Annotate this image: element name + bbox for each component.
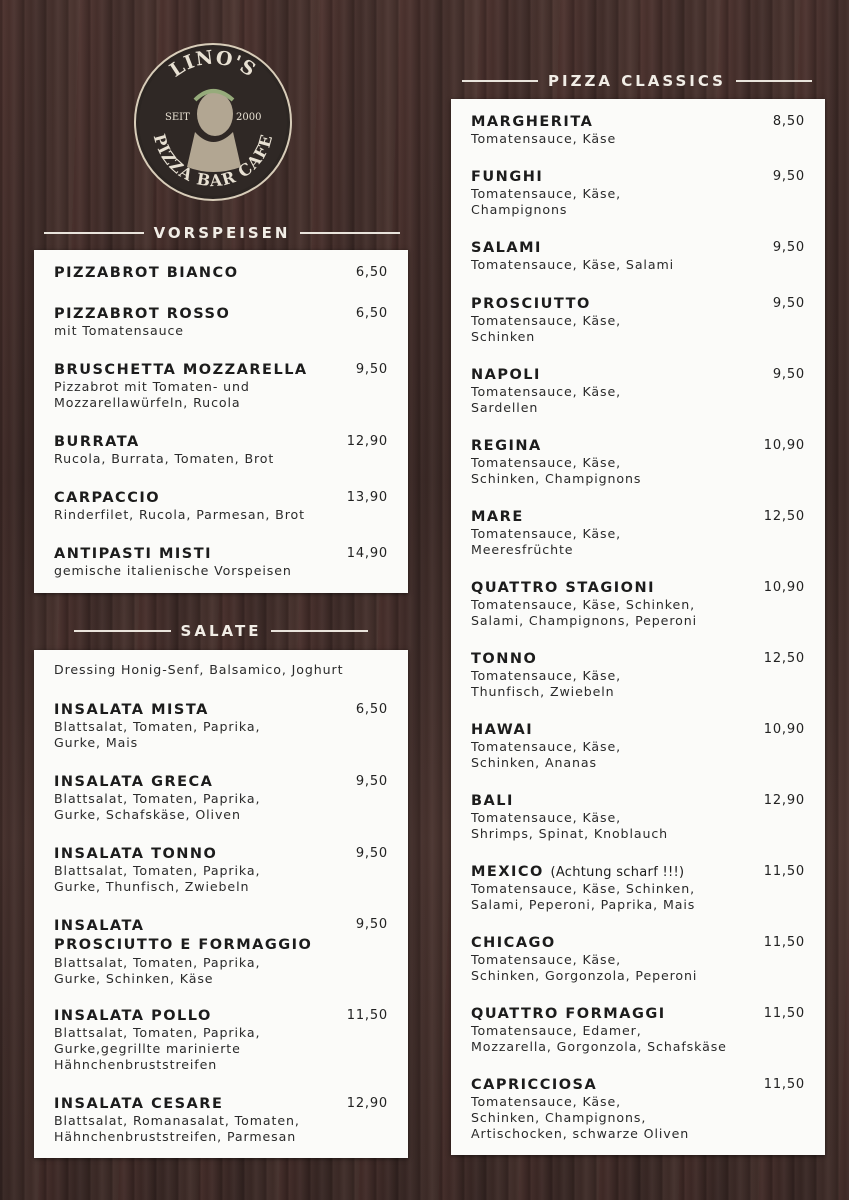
heading-rule-right — [736, 80, 812, 82]
vorspeisen-title: VORSPEISEN — [153, 224, 291, 242]
item-description: Blattsalat, Tomaten, Paprika, Gurke, Thunfisch, Zwiebeln — [54, 863, 261, 894]
logo-since-left: SEIT — [165, 112, 190, 123]
item-name: INSALATA POLLO — [54, 1008, 212, 1024]
menu-item — [54, 917, 388, 987]
menu-item — [471, 722, 805, 771]
menu-item — [54, 265, 388, 282]
menu-item — [471, 580, 805, 629]
item-name: INSALATA GRECA — [54, 774, 214, 790]
item-description: Rinderfilet, Rucola, Parmesan, Brot — [54, 507, 305, 522]
heading-rule-left — [74, 630, 171, 632]
item-price: 9,50 — [355, 362, 388, 377]
item-price: 12,50 — [763, 651, 805, 666]
item-name: INSALATA PROSCIUTTO E FORMAGGIO — [54, 918, 313, 953]
item-price: 6,50 — [355, 265, 388, 280]
pizza-title: PIZZA CLASSICS — [548, 72, 726, 90]
item-name — [471, 864, 805, 881]
salate-title: SALATE — [180, 622, 262, 640]
item-description: Tomatensauce, Käse, Schinken, Gorgonzola, Peperoni — [471, 952, 698, 983]
item-name: PROSCIUTTO — [471, 296, 591, 312]
item-name: MARE — [471, 509, 524, 525]
item-price: 11,50 — [763, 1006, 805, 1021]
menu-item — [54, 434, 388, 467]
menu-item — [54, 1008, 388, 1073]
item-description: Blattsalat, Tomaten, Paprika, Gurke, Schinken, Käse — [54, 955, 261, 986]
item-note: (Achtung scharf !!!) — [550, 865, 685, 880]
vorspeisen-panel — [34, 250, 408, 593]
item-price: 9,50 — [772, 240, 805, 255]
item-price: 11,50 — [763, 864, 805, 879]
item-price: 9,50 — [772, 169, 805, 184]
item-name: MARGHERITA — [471, 114, 594, 130]
restaurant-logo — [133, 42, 293, 202]
dressing-note: Dressing Honig-Senf, Balsamico, Joghurt — [54, 662, 344, 677]
menu-item — [471, 114, 805, 147]
item-description: Blattsalat, Tomaten, Paprika, Gurke,gegrillte marinierte Hähnchenbruststreifen — [54, 1025, 261, 1072]
menu-item — [54, 362, 388, 411]
item-price: 9,50 — [355, 846, 388, 861]
menu-item — [471, 509, 805, 558]
item-price: 9,50 — [355, 917, 388, 932]
item-price: 12,50 — [763, 509, 805, 524]
menu-item — [54, 490, 388, 523]
heading-rule-right — [271, 630, 368, 632]
item-description: gemische italienische Vorspeisen — [54, 563, 292, 578]
heading-rule-left — [462, 80, 538, 82]
item-name: CARPACCIO — [54, 490, 161, 506]
item-price: 12,90 — [346, 434, 388, 449]
logo-tagline: PIZZA BAR CAFE — [149, 131, 277, 191]
item-price: 8,50 — [772, 114, 805, 129]
menu-item — [471, 935, 805, 984]
menu-item — [471, 296, 805, 345]
menu-item — [471, 438, 805, 487]
item-price: 10,90 — [763, 580, 805, 595]
item-description: Blattsalat, Tomaten, Paprika, Gurke, Mais — [54, 719, 261, 750]
item-description: Tomatensauce, Edamer, Mozzarella, Gorgonzola, Schafskäse — [471, 1023, 727, 1054]
item-name: SALAMI — [471, 240, 542, 256]
item-name: FUNGHI — [471, 169, 544, 185]
item-price: 9,50 — [355, 774, 388, 789]
item-name-text: MEXICO — [471, 864, 544, 880]
item-price: 12,90 — [346, 1096, 388, 1111]
item-name: BALI — [471, 793, 514, 809]
item-description: Rucola, Burrata, Tomaten, Brot — [54, 451, 275, 466]
logo-name: LINO'S — [165, 46, 261, 82]
item-price: 11,50 — [346, 1008, 388, 1023]
item-description: Tomatensauce, Käse, Schinken, Salami, Peperoni, Paprika, Mais — [471, 881, 696, 912]
menu-item — [54, 1096, 388, 1145]
item-price: 14,90 — [346, 546, 388, 561]
item-description: mit Tomatensauce — [54, 323, 184, 338]
item-description: Tomatensauce, Käse, Schinken, Champignons, Artischocken, schwarze Oliven — [471, 1094, 690, 1141]
heading-rule-right — [300, 232, 400, 234]
item-name: PIZZABROT BIANCO — [54, 265, 239, 281]
item-name: QUATTRO FORMAGGI — [471, 1006, 666, 1022]
item-description: Tomatensauce, Käse, Sardellen — [471, 384, 622, 415]
menu-item — [54, 306, 388, 339]
item-name: HAWAI — [471, 722, 534, 738]
menu-item — [471, 240, 805, 273]
item-name: PIZZABROT ROSSO — [54, 306, 231, 322]
item-description: Tomatensauce, Käse, Thunfisch, Zwiebeln — [471, 668, 622, 699]
item-name: NAPOLI — [471, 367, 541, 383]
item-price: 9,50 — [772, 296, 805, 311]
item-price: 12,90 — [763, 793, 805, 808]
item-price: 9,50 — [772, 367, 805, 382]
item-price: 11,50 — [763, 935, 805, 950]
item-price: 13,90 — [346, 490, 388, 505]
heading-rule-left — [44, 232, 144, 234]
item-name: INSALATA TONNO — [54, 846, 218, 862]
item-description: Tomatensauce, Käse, Schinken — [471, 313, 622, 344]
item-name: CAPRICCIOSA — [471, 1077, 598, 1093]
menu-item — [54, 546, 388, 579]
item-name: BRUSCHETTA MOZZARELLA — [54, 362, 308, 378]
item-description: Tomatensauce, Käse, Salami — [471, 257, 675, 272]
item-name: REGINA — [471, 438, 542, 454]
item-name: QUATTRO STAGIONI — [471, 580, 655, 596]
item-name: TONNO — [471, 651, 538, 667]
vorspeisen-heading — [44, 223, 400, 243]
menu-item — [471, 1077, 805, 1142]
item-description: Tomatensauce, Käse, Meeresfrüchte — [471, 526, 622, 557]
item-description: Tomatensauce, Käse, Schinken, Champignons — [471, 455, 642, 486]
item-name: INSALATA CESARE — [54, 1096, 224, 1112]
item-price: 10,90 — [763, 722, 805, 737]
pizza-panel — [451, 99, 825, 1155]
menu-item — [471, 169, 805, 218]
item-description: Blattsalat, Romanasalat, Tomaten, Hähnchenbruststreifen, Parmesan — [54, 1113, 300, 1144]
item-description: Blattsalat, Tomaten, Paprika, Gurke, Schafskäse, Oliven — [54, 791, 261, 822]
pizza-heading — [462, 71, 812, 91]
salate-heading — [74, 621, 368, 641]
logo-since-right: 2000 — [236, 112, 262, 123]
item-price: 6,50 — [355, 702, 388, 717]
salate-panel — [34, 650, 408, 1158]
menu-item — [471, 793, 805, 842]
item-name: INSALATA MISTA — [54, 702, 209, 718]
item-price: 11,50 — [763, 1077, 805, 1092]
menu-item — [471, 1006, 805, 1055]
item-description: Tomatensauce, Käse, Shrimps, Spinat, Knoblauch — [471, 810, 669, 841]
item-name: BURRATA — [54, 434, 140, 450]
menu-item — [54, 846, 388, 895]
item-name: ANTIPASTI MISTI — [54, 546, 212, 562]
item-name: CHICAGO — [471, 935, 556, 951]
item-description: Tomatensauce, Käse, Schinken, Ananas — [471, 739, 622, 770]
menu-item — [54, 702, 388, 751]
item-description: Pizzabrot mit Tomaten- und Mozzarellawürfeln, Rucola — [54, 379, 250, 410]
item-price: 10,90 — [763, 438, 805, 453]
item-price: 6,50 — [355, 306, 388, 321]
menu-item — [54, 774, 388, 823]
menu-item — [471, 367, 805, 416]
item-description: Tomatensauce, Käse, Champignons — [471, 186, 622, 217]
menu-item — [471, 864, 805, 913]
item-description: Tomatensauce, Käse, Schinken, Salami, Champignons, Peperoni — [471, 597, 698, 628]
menu-item — [471, 651, 805, 700]
item-description: Tomatensauce, Käse — [471, 131, 617, 146]
